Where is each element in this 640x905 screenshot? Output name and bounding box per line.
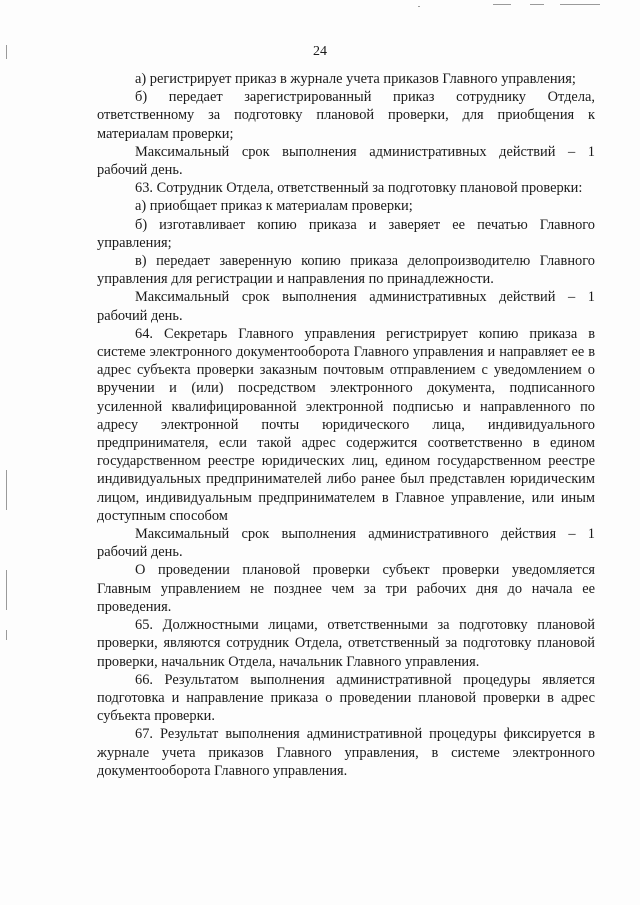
scan-artifact <box>6 570 7 610</box>
paragraph: б) изготавливает копию приказа и заверяет ее печатью Главного управления; <box>97 216 595 251</box>
scan-artifact <box>493 4 511 5</box>
scan-artifact <box>560 4 600 5</box>
paragraph: 67. Результат выполнения административной процедуры фиксируется в журнале учета приказов Главного управления, в системе электронного документооборота Главного управления. <box>97 726 595 779</box>
scan-artifact <box>6 630 7 640</box>
paragraph: а) приобщает приказ к материалам проверки; <box>135 198 413 215</box>
paragraph: 63. Сотрудник Отдела, ответственный за подготовку плановой проверки: <box>135 180 583 197</box>
paragraph: а) регистрирует приказ в журнале учета приказов Главного управления; <box>135 71 576 87</box>
paragraph: Максимальный срок выполнения административных действий – 1 рабочий день. <box>97 289 595 324</box>
page-number: 24 <box>313 44 327 59</box>
paragraph: О проведении плановой проверки субъект проверки уведомляется Главным управлением не позднее чем за три рабочих дня до начала ее проведения. <box>97 562 595 615</box>
paragraph: 65. Должностными лицами, ответственными за подготовку плановой проверки, являются сотрудник Отдела, ответственный за подготовку плановой проверки, начальник Отдела, начальник Главного управления. <box>97 617 595 670</box>
document-body <box>97 70 595 780</box>
paragraph: Максимальный срок выполнения административного действия – 1 рабочий день. <box>97 526 595 561</box>
paragraph: Максимальный срок выполнения административных действий – 1 рабочий день. <box>97 143 595 179</box>
scan-artifact <box>530 4 544 5</box>
scan-artifact <box>6 470 7 510</box>
paragraph: в) передает заверенную копию приказа делопроизводителю Главного управления для регистрации и направления по принадлежности. <box>97 253 595 288</box>
scan-artifact <box>418 6 420 7</box>
paragraph: 66. Результатом выполнения административной процедуры является подготовка и направление приказа о проведении плановой проверки в адрес субъекта проверки. <box>97 671 595 725</box>
paragraph: 64. Секретарь Главного управления регистрирует копию приказа в системе электронного документооборота Главного управления и направляет ее в адрес субъекта проверки заказным почтовым отправлением с уведомлением о вручении и (или) посредством электронного документа, подписанного усиленной квалифицированной электронной подписью и направленного по адресу электронной почты юридического лица, индивидуального предпринимателя, если такой адрес содержится соответственно в едином государственном реестре юридических лиц, едином государственном реестре индивидуальных предпринимателей либо ранее был представлен юридическим лицом, индивидуальным предпринимателем в Главное управление, или иным доступным способом <box>97 325 595 524</box>
paragraph: б) передает зарегистрированный приказ сотруднику Отдела, ответственному за подготовку плановой проверки, для приобщения к материалам проверки; <box>97 89 595 142</box>
